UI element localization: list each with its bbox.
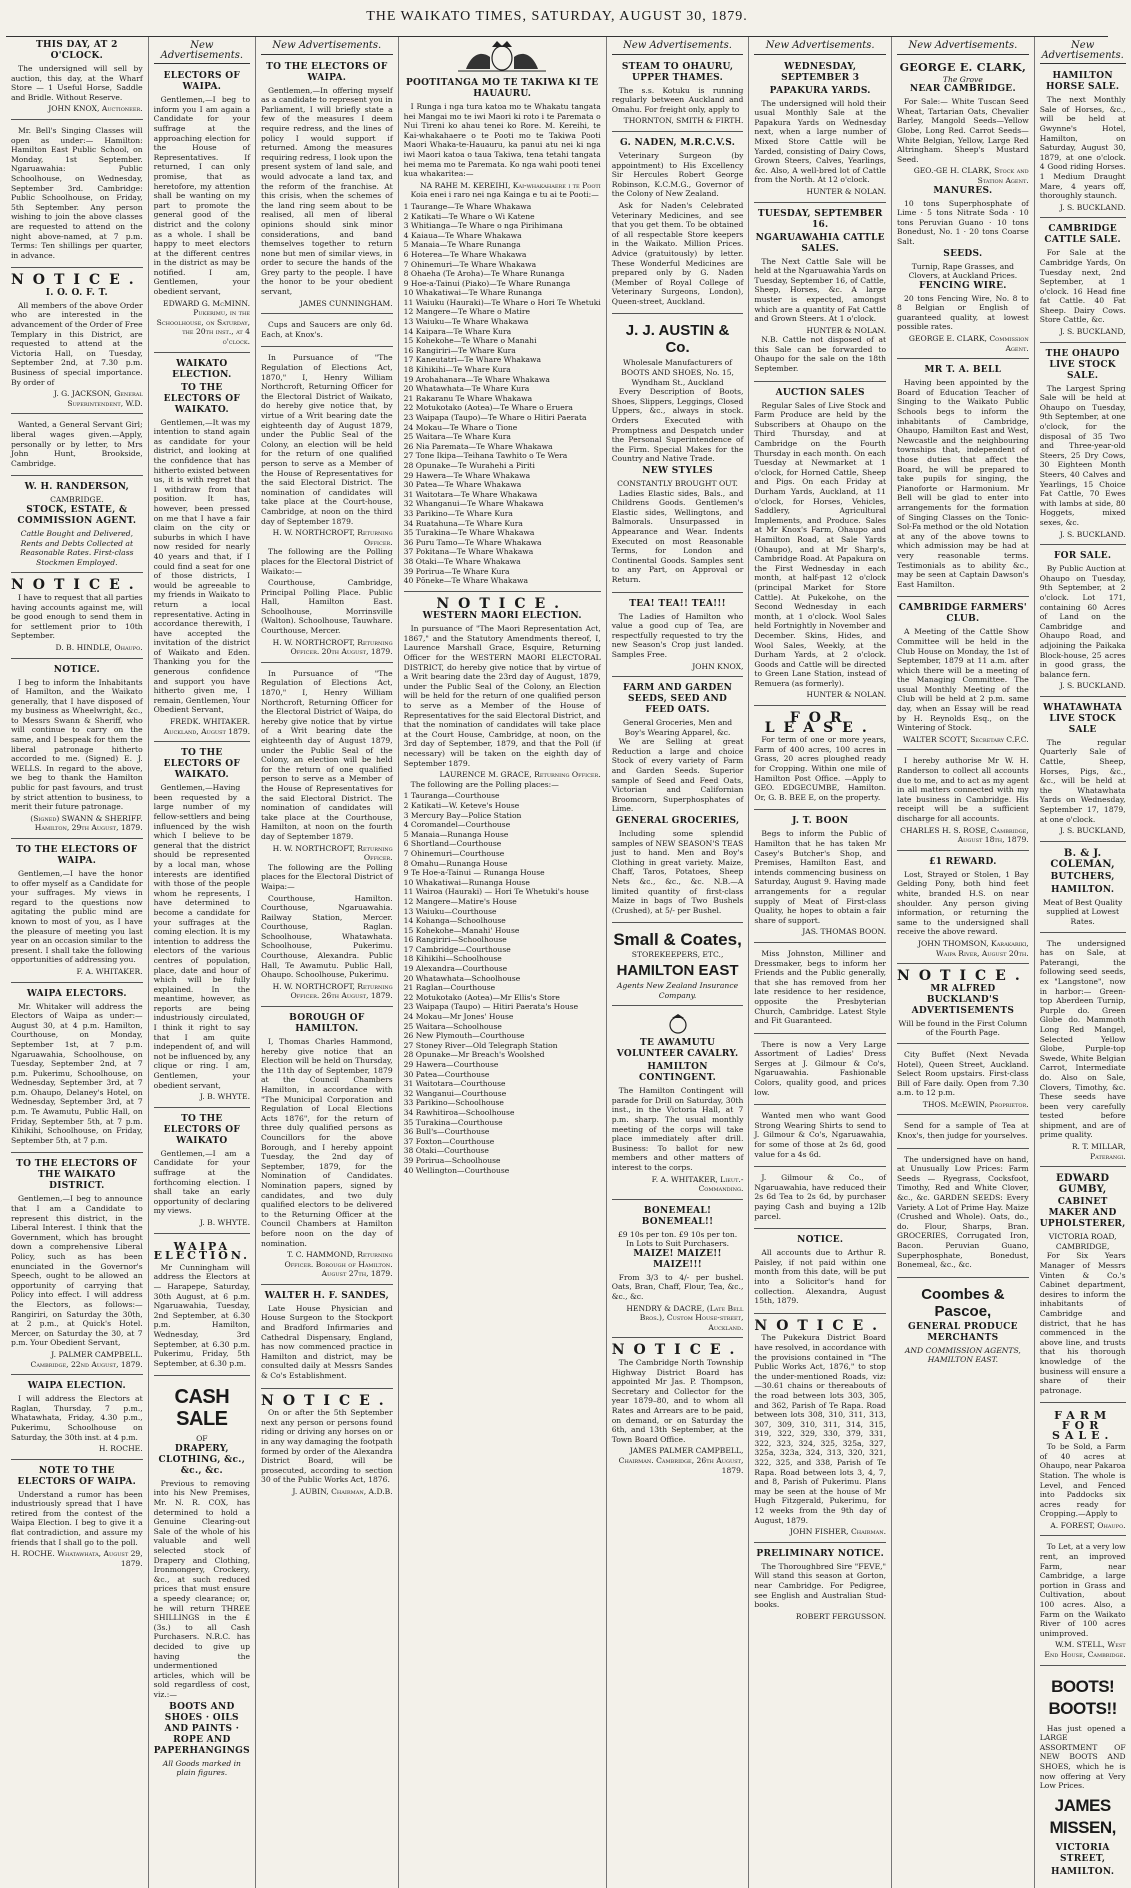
column-8: New Advertisements. HAMILTON HORSE SALE. The next Monthly Sale of Horses, &c., will be held at Gwynne's Hotel, Hamilton, on Saturday, August 30, 1879, at one o'clock. 4 Good riding Horses. 1 Medium Draught Mare, 4 years off, thoroughly staunch. J. S. BUCKLAND. CAMBRIDGE CATTLE SALE. For Sale at the Cambridge Yards, On Tuesday next, 2nd September, at 1 o'clock. 16 Head fine fat Cattle. 40 Fat Sheep. Dairy Cows. Store Cattle, &c. J. S. BUCKLAND, THE OHAUPO LIVE STOCK SALE. The Largest Spring Sale will be held at Ohaupo on Tuesday, 9th September, at one o'clock, for the disposal of 35 Two and Three-year-old Steers, 25 Dry Cows, 30 Eighteen Month Steers, 40 Calves and Yearlings, 15 Choice Fat Cattle, 70 Ewes with lambs at side, 80 Hoggets, mixed sexes, &c. J. S. BUCKLAND. FOR SALE. By Public Auction at Ohaupo on Tuesday, 9th September, at 2 o'clock. Lot 171, containing 60 Acres of Land on the Cambridge and Ohaupo Road, and adjoining the Paikaka Block-house, 25 acres in good grass, the balance fern. J. S. BUCKLAND. WHATAWHATA LIVE STOCK SALE The regular Quarterly Sale of Cattle, Sheep, Horses, Pigs, &c., &c., will be held at the Whatawhata Yards on Wednesday, September 17, 1879, at one o'clock. J. S. BUCKLAND, B. & J. COLEMAN, BUTCHERS, HAMILTON. Meat of Best Quality supplied at Lowest Rates. The undersigned has on Sale, at Paterangi, the following seed seeds, ex "Langstone", now in harbor:— Green-top Aberdeen Turnip, Purple do. Green Globe do. Mammoth Long Red Mangel, Selected Yellow Globe, Purple-top Swede, White Belgian Carrot, Intermediate do. Also on Sale, Clovers, Timothy, &c. These seeds have been very carefully tested before shipment, and are of prime quality. R. T. MILLAR, Paterangi. EDWARD GUMBY, CABINET MAKER AND UPHOLSTERER, VICTORIA ROAD, CAMBRIDGE, For Six Years Manager of Messrs Vinten & Co.'s Cabinet department, desires to inform the inhabitants of Cambridge and district, that he has commenced in the above line, and trusts that his thorough knowledge of the business will ensure a share of their patronage. FARM FOR SALE. To be Sold, a Farm of 40 acres at Ohaupo, near Pakaroa Station. The whole is Level, and Fenced into Paddocks six acres ready for Cropping.—Apply to A. FOREST, Ohaupo. To Let, at a very low rent, an improved Farm, near Cambridge, a large portion in Grass and Cultivation, about 100 acres. Also, a Farm on the Waikato River of 100 acres unimproved. W.M. STELL, West End House, Cambridge. BOOTS! BOOTS!! Has just opened a LARGE ASSORTMENT OF NEW BOOTS AND SHOES, which he is now offering at Very Low Prices. JAMES MISSEN, VICTORIA STREET, HAMILTON. (1035, 37, 1131, 1888)
list-item: 38 Otaki—Te Whare Whakawa (403, 556, 521, 566)
whyte-candidacy: TO THE ELECTORS OF WAIKATO Gentlemen,—I am a Candidate for your suffrage at the forthcoming election. I shall take an early opportunity of declaring my views. J. B. WHYTE. (154, 1111, 250, 1234)
list-item: 11 Waiuku (Hauraki)—Te Whare o Hori Te Whetuki (403, 297, 601, 307)
gilmour-ad: J. Gilmour & Co., of Ngaruawahia, have reduced their 2s 6d Tea to 2s 6d, by purchaser paying Cash and buying a 12lb parcel. (754, 1170, 886, 1229)
cambridge-cattle-sale: CAMBRIDGE CATTLE SALE. For Sale at the Cambridge Yards, On Tuesday next, 2nd September, at 1 o'clock. 16 Head fine fat Cattle. 40 Fat Sheep. Dairy Cows. Store Cattle, &c. J. S. BUCKLAND, (1040, 221, 1126, 342)
list-item: 19 Alexandra—Courthouse (403, 964, 508, 974)
list-item: 13 Waiuku—Te Whare Whakawa (403, 317, 529, 327)
small-coates-ad: Small & Coates, STOREKEEPERS, ETC., HAMILTON EAST Agents New Zealand Insurance Company. (612, 926, 744, 1006)
clark-ad: GEORGE E. CLARK, The Grove NEAR CAMBRIDGE. For Sale:— White Tuscan Seed Wheat, Tartarian Oats, Chevalier Barley, Mangold Seeds—Yellow Globe, Long Red. Carrot Seeds— White Belgian, Yellow, Large Red Altringham. Sheep's Mustard Seed. GEO.-GE H. CLARK, Stock and Station Agent. MANURES. 10 tons Superphosphate of Lime · 5 tons Nitrate Soda · 10 tons Peruvian Guano · 10 tons Bonedust, No. 1 · 20 tons Coarse Salt. SEEDS. Turnip, Rape Grasses, and Clovers, at Auckland Prices. FENCING WIRE. 20 tons Fencing Wire, No. 8 to 8 Belgian or English of guaranteed quality, at lowest possible rates. GEORGE E. CLARK, Commission Agent. (897, 59, 1029, 360)
auction-signature: JOHN KNOX, Auctioneer. (48, 104, 143, 114)
coombes-ad: Coombes & Pascoe, GENERAL PRODUCE MERCHANTS AND COMMISSION AGENTS, HAMILTON EAST. (897, 1281, 1029, 1370)
list-item: 10 Whakatiwai—Runanga House (403, 877, 530, 887)
list-item: 21 Raglan—Courthouse (403, 983, 496, 993)
list-item: 39 Porirua—Schoolhouse (403, 1155, 501, 1165)
cash-sale-heading: CASH SALE (174, 1386, 230, 1431)
list-item: 23 Waipapa (Taupo) — Hitiri Paerata's House (403, 1002, 579, 1012)
list-item: 34 Rawhitiroa—Schoolhouse (403, 1107, 515, 1117)
list-item: 38 Otaki—Courthouse (403, 1146, 489, 1156)
list-item: 36 Bull's—Courthouse (403, 1127, 490, 1137)
list-item: 36 Puru Tamo—Te Whare Whakawa (403, 537, 542, 547)
auction-sales: AUCTION SALES Regular Sales of Live Stock and Farm Produce are held by the Subscribers at Ohaupo on the Third Thursday, and at Cambridge on the Fourth Thursday in each month. On each Tuesday at Newmarket at 1 o'clock, for Horned Cattle, Sheep and Pigs. On each Friday at Durham Yards, Auckland, at 11 o'clock, for Horses, Vehicles, Saddlery, Agricultural Implements, and Produce. Sales at Mr Knox's Farm, Ohaupo and Hamilton Road, at Sale Yards (Ohaupo), and at Mr Sharp's, Cambridge Road. At Papakura on the First Wednesday in each month, at half-past 12 o'clock (principal Market for Store Cattle). At Pukekohe, on the Second Wednesday in each month, at 1 o'clock. Wool Sales held Fortnightly in November and December. Skins, Hides, and Wool Sales, Weekly, at the Durham Yards, at 2 o'clock. Goods and Cattle will be directed to Green Lane Station, instead of Remuera (as formerly). HUNTER & NOLAN. (754, 385, 886, 706)
list-item: 14 Kohanga—Schoolhouse (403, 916, 506, 926)
list-item: 35 Turakina—Courthouse (403, 1117, 503, 1127)
cavalry-crest-icon (648, 1014, 708, 1036)
list-item: 13 Waiuku—Courthouse (403, 906, 497, 916)
coombes-heading: Coombes & Pascoe, (921, 1285, 1005, 1320)
list-item: 4 Coromandel—Courthouse (403, 820, 511, 830)
auction-ad (11, 37, 143, 120)
land-sale: FOR SALE. By Public Auction at Ohaupo on Tuesday, 9th September, at 2 o'clock. Lot 171, containing 60 Acres of Land on the Cambridge and Ohaupo Road, and adjoining the Paikaka Block-house, 25 acres in good grass, the balance fern. J. S. BUCKLAND. (1040, 548, 1126, 697)
stud-notice: PRELIMINARY NOTICE. The Thoroughbred Sire "FEVE," Will stand this season at Gorton, near Cambridge. For Pedigree, see English and Australian Stud-books. ROBERT FERGUSSON. (754, 1548, 887, 1621)
cunningham-address: TO THE ELECTORS OF WAIPA. Gentlemen,—In offering myself as a candidate to represent you in Parliament, I will briefly state a few of the measures I deem require redress, and the lines of policy I would support if returned. Among the measures requiring redress, I look upon the present system of land sale, and would advocate a land tax, and the reform of the franchise. At this crisis, when the schemes of the land ring seem about to be realised, all men of liberal opinions should sink minor considerations, and band themselves together to return none but men of similar views, in order to secure the hands of the Grey party to the people. I have the honor to be your obedient servant, JAMES CUNNINGHAM. (261, 59, 393, 315)
missen-heading: JAMES MISSEN, (1049, 1795, 1116, 1837)
list-item: 14 Kaipara—Te Whare Kura (403, 326, 512, 336)
borough-notice: BOROUGH OF HAMILTON. I, Thomas Charles Hammond, hereby give notice that an Election will be held on Thursday, the 11th day of September, 1879 at the Council Chambers Hamilton, in accordance with "The Municipal Corporation and Regulation of Local Elections Acts 1876", for the return of three duly qualified persons as Councillors for the above Borough, and I hereby appoint Tuesday, the 2nd day of September, 1879, for the Nomination of Candidates. Nomination papers, signed by candidates, and two duly qualified electors to be delivered to the Returning Officer at the Council Chambers at Hamilton before noon on the day of nomination. T. C. HAMMOND, Returning Officer. Borough of Hamilton. August 27th, 1879. (261, 1010, 393, 1285)
milliner-ad: Miss Johnston, Milliner and Dressmaker, begs to inform her Friends and the Public generally, that she has removed from her late residence to her residence, opposite the Presbyterian Church, Cambridge. Latest Style and Fit Guaranteed. (754, 946, 886, 1034)
randerson-ad: W. H. RANDERSON, CAMBRIDGE. STOCK, ESTATE, & COMMISSION AGENT. Cattle Bought and Delivered, Rents and Debts Collected at Reasonable Rates. First-class Stockmen Employed. (11, 479, 143, 573)
list-item: 37 Pokitana—Te Whare Whakawa (403, 547, 534, 557)
shirts-ad: Wanted men who want Good Strong Wearing Shirts to send to J. Gilmour & Co's, Ngaruawahia, for some of those at 2s 6d, good value for a 4s 6d. (754, 1108, 886, 1167)
list-item: 26 New Plymouth—Courthouse (403, 1031, 525, 1041)
waipa-writ-notice: In Pursuance of "The Regulation of Elections Act, 1870," I, Henry William Northcroft, Returning Officer for the Electoral District of Waipa, do hereby give notice that by virtue of a Writ bearing date the eighteenth day of August 1879, under the Public Seal of the Colony, an election will be held for the return of one qualified person to serve as a Member of the House of Representatives for the said Electoral District. The nomination of candidates will take place at the Courthouse, Hamilton, at noon on the fourth day of September 1879. H. W. NORTHCROFT, Returning Officer. The following are the Polling places for the Electoral District of Waipa:— Courthouse, Hamilton. Courthouse, Ngaruawahia. Railway Station, Mercer. Courthouse, Raglan. Schoolhouse, Whatawhata. Schoolhouse, Pukerimu. Courthouse, Alexandra. Public Hall, Te Awamutu. Public Hall, Ohaupo. Schoolhouse, Pukerimu. H. W. NORTHCROFT, Returning Officer. 26th August, 1879. (261, 666, 393, 1007)
list-item: 40 Wellington—Courthouse (403, 1165, 510, 1175)
paisley-notice: NOTICE. All accounts due to Arthur R. Paisley, if not paid within one month from this date, will be put into a Solicitor's hand for collection. Alexandra, August 15th, 1879. (754, 1232, 886, 1314)
papakura-sale: WEDNESDAY, SEPTEMBER 3 PAPAKURA YARDS. The undersigned will hold their usual Monthly Sale at the Papakura Yards on Wednesday next, when a large number of Mixed Store Cattle will be Yarded, consisting of Dairy Cows, Grown Steers, Calves, Yearlings, &c. Also, A well-bred lot of Cattle from the North. At 12 o'clock. HUNTER & NOLAN. (754, 59, 886, 203)
list-item: 34 Ruatahuna—Te Whare Kura (403, 518, 523, 528)
list-item: 18 Kihikihi—Schoolhouse (403, 954, 502, 964)
list-item: 26 Nia Paremata—Te Whare Whakawa (403, 441, 553, 451)
list-item: 28 Opunake—Mr Breach's Woolshed (403, 1050, 545, 1060)
wanted-ad: Wanted, a General Servant Girl; liberal wages given.—Apply, personally or by letter, to Mrs John Hunt, Brookside, Cambridge. (11, 417, 143, 476)
coleman-ad: B. & J. COLEMAN, BUTCHERS, HAMILTON. Meat of Best Quality supplied at Lowest Rates. (1040, 845, 1126, 933)
list-item: 24 Mokau—Mr Jones' House (403, 1012, 514, 1022)
list-item: 17 Cambridge—Courthouse (403, 944, 511, 954)
cavalry-notice: TE AWAMUTU VOLUNTEER CAVALRY. HAMILTON CONTINGENT. The Hamilton Contingent will parade for Drill on Saturday, 30th inst., in the Victoria Hall, at 7 p.m. sharp. The usual monthly meeting of the corps will take place immediately after drill. Business: To ballot for new members and other matters of interest to the corps. F. A. WHITAKER, Lieut.-Commanding. (612, 1009, 744, 1200)
list-item: 23 Waipapa (Taupo)—Te Whare o Hitiri Paerata (403, 413, 587, 422)
list-item: 27 Stoney River—Old Telegraph Station (403, 1040, 558, 1050)
list-item: 7 Ohinemuri—Courthouse (403, 848, 505, 858)
column-3: New Advertisements. TO THE ELECTORS OF WAIPA. Gentlemen,—In offering myself as a candidate to represent you in Parliament, I will briefly state a few of the measures I deem require redress, and the lines of policy I would support if returned. Among the measures requiring redress, I look upon the present system of land sale, and would advocate a land tax, and the reform of the franchise. At this crisis, when the schemes of the land ring seem about to be realised, all men of liberal opinions should sink minor considerations, and band themselves together to return none but men of similar views, in order to secure the hands of the Grey party to the people. I have the honor to be your obedient servant, JAMES CUNNINGHAM. Cups and Saucers are only 6d. Each, at Knox's. In Pursuance of "The Regulation of Elections Act, 1870," I, Henry William Northcroft, Returning Officer for the Electoral District of Waikato, do hereby give notice that, by virtue of a Writ bearing date the eighteenth day of August 1879, under the Public Seal of the Colony, an election will be held for the return of one qualified person to serve as a Member of the House of Representatives for the said Electoral District. The nomination of candidates will take place at the Court-house, Cambridge, at noon on the third day of September 1879. H. W. NORTHCROFT, Returning Officer. The following are the Polling places for the Electoral District of Waikato:— Courthouse, Cambridge, Principal Polling Place. Public Hall, Hamilton East. Schoolhouse, Morrinsville (Walton). Schoolhouse, Tauwhare. Courthouse, Mercer. H. W. NORTHCROFT, Returning Officer. 20th August, 1879. In Pursuance of "The Regulation of Elections Act, 1870," I, Henry William Northcroft, Returning Officer for the Electoral District of Waipa, do hereby give notice that by virtue of a Writ bearing date the eighteenth day of August 1879, under the Public Seal of the Colony, an election will be held for the return of one qualified person to serve as a Member of the House of Representatives for the said Electoral District. The nomination of candidates will take place at the Courthouse, Hamilton, at noon on the fourth day of September 1879. H. W. NORTHCROFT, Returning Officer. The following are the Polling places for the Electoral District of Waipa:— Courthouse, Hamilton. Courthouse, Ngaruawahia. Railway Station, Mercer. Courthouse, Raglan. Schoolhouse, Whatawhata. Schoolhouse, Pukerimu. Courthouse, Alexandra. Public Hall, Te Awamutu. Public Hall, Ohaupo. Schoolhouse, Pukerimu. H. W. NORTHCROFT, Returning Officer. 26th August, 1879. BOROUGH OF HAMILTON. I, Thomas Charles Hammond, hereby give notice that an Election will be held on Thursday, the 11th day of September, 1879 at the Council Chambers Hamilton, in accordance with "The Municipal Corporation and Regulation of Local Elections Acts 1876", for the return of three duly qualified persons as Councillors for the above Borough, and I hereby appoint Tuesday, the 2nd day of September, 1879, for the Nomination of Candidates. Nomination papers, signed by candidates, and two duly qualified electors to be delivered to the Returning Officer at the Council Chambers at Hamilton before noon on the day of nomination. T. C. HAMMOND, Returning Officer. Borough of Hamilton. August 27th, 1879. WALTER H. F. SANDES, Late House Physician and House Surgeon to the Stockport and Bradford Infirmaries and Cathedral Dispensary, England, has now commenced practice in Hamilton and district, may be consulted daily at Messrs Sandes & Co's Establishment. NOTICE. On or after the 5th September next any person or persons found riding or driving any horses on or in any way damaging the footpath formed by order of the Alexandra District Board, will be prosecuted, according to section 30 of the Public Works Act, 1876. J. AUBIN, Chairman, A.D.B. (256, 37, 399, 1888)
millar-seeds-ad: The undersigned has on Sale, at Paterangi, the following seed seeds, ex "Langstone", now in harbor:— Green-top Aberdeen Turnip, Purple do. Green Globe do. Mammoth Long Red Mangel, Selected Yellow Globe, Purple-top Swede, White Belgian Carrot, Intermediate do. Also on Sale, Clovers, Timothy, &c. These seeds have been very carefully tested before shipment, and are of prime quality. R. T. MILLAR, Paterangi. (1040, 936, 1126, 1168)
gumby-ad: EDWARD GUMBY, CABINET MAKER AND UPHOLSTERER, VICTORIA ROAD, CAMBRIDGE, For Six Years Manager of Messrs Vinten & Co.'s Cabinet department, desires to inform the inhabitants of Cambridge and district, that he has commenced in the above line, and trusts that his thorough knowledge of the business will ensure a share of their patronage. (1040, 1170, 1126, 1403)
list-item: 20 Whatawhata—Schoolhouse (403, 973, 521, 983)
farm-sale-ad: FARM FOR SALE. To be Sold, a Farm of 40 acres at Ohaupo, near Pakaroa Station. The whole is Level, and Fenced into Paddocks six acres ready for Cropping.—Apply to A. FOREST, Ohaupo. (1040, 1406, 1126, 1536)
whatawhata-sale: WHATAWHATA LIVE STOCK SALE The regular Quarterly Sale of Cattle, Sheep, Horses, Pigs, &c., &c., will be held at the Whatawhata Yards on Wednesday, September 17, 1879, at one o'clock. J. S. BUCKLAND, (1040, 700, 1126, 842)
list-item: 25 Waitara—Schoolhouse (403, 1021, 502, 1031)
maori-election-notice: POOTITANGA MO TE TAKIWA KI TE HAUAURU. I Runga i nga tura katoa mo te Whakatu tangata hei Mangai mo te iwi Maori ki roto i te Paremata o Nui Tireni ko ahau tenei ko Rore. M. Kereihi, te Kai-whakahaere o te Pooti mo te Takiwa Pooti Maori Whaka-te-Hauauru, ka panui atu nei ki nga iwi Maori katoa o taua Takiwa, tena tetahi tangata hei mema mo te Paremata. Ko nga wahi pooti tenei kua whakaritea:— NA RAHE M. KEREIHI, Kai-whakahaere i te Pooti Koia enei i raro nei nga Kainga e tu ai te Pooti:— 1 Taurange—Te Whare Whakawa 2 Katikati—Te Whare o Wi Katene 3 Whitianga—Te Whare o nga Pirihimana 4 Kaiaua—Te Whare Whakawa 5 Manaia—Te Whare Runanga 6 Hoterea—Te Whare Whakawa 7 Ohinemuri—Te Whare Whakawa 8 Ohaeha (Te Aroha)—Te Whare Runanga 9 Hoe-a-Tainui (Piako)—Te Whare Runanga 10 Whakatiwai—Te Whare Runanga 11 Waiuku (Hauraki)—Te Whare o Hori Te Whetuki 12 Mangere—Te Whare o Matire 13 Waiuku—Te Whare Whakawa 14 Kaipara—Te Whare Kura 15 Kohekohe—Te Whare o Manahi 16 Rangiriri—Te Whare Kura 17 Kaneutatri—Te Whare Whakawa 18 Kihikihi—Te Whare Kura 19 Arohahanara—Te Whare Whakawa 20 Whatawhata—Te Whare Kura 21 Rakaranu Te Whare Whakawa 22 Motukotako (Aotea)—Te Whare o Eruera 23 Waipapa (Taupo)—Te Whare o Hitiri Paerata 24 Mokau—Te Whare o Tione 25 Waitara—Te Whare Kura 26 Nia Paremata—Te Whare Whakawa 27 Tone Ikipa—Teihana Tawhito o Te Wera 28 Opunake—Te Wurahehi a Piriti 29 Hawera—Te Whare Whakawa 30 Patea—Te Whare Whakawa 31 Waitotara—Te Whare Whakawa 32 Whanganui—Te Whare Whakawa 33 Parikino—Te Whare Kura 34 Ruatahuna—Te Whare Kura 35 Turakina—Te Whare Whakawa 36 Puru Tamo—Te Whare Whakawa 37 Pokitana—Te Whare Whakawa 38 Otaki—Te Whare Whakawa 39 Porirua—Te Whare Kura 40 Pōneke—Te Whare Whakawa (404, 75, 601, 592)
list-item: 22 Motukotako (Aotea)—Mr Ellis's Store (403, 992, 560, 1002)
western-polling-list (404, 791, 601, 1175)
list-item: 39 Porirua—Te Whare Kura (403, 566, 510, 576)
list-item: 31 Waitotara—Courthouse (403, 1079, 506, 1089)
column-7: New Advertisements. GEORGE E. CLARK, The Grove NEAR CAMBRIDGE. For Sale:— White Tuscan Seed Wheat, Tartarian Oats, Chevalier Barley, Mangold Seeds—Yellow Globe, Long Red. Carrot Seeds— White Belgian, Yellow, Large Red Altringham. Sheep's Mustard Seed. GEO.-GE H. CLARK, Stock and Station Agent. MANURES. 10 tons Superphosphate of Lime · 5 tons Nitrate Soda · 10 tons Peruvian Guano · 10 tons Bonedust, No. 1 · 20 tons Coarse Salt. SEEDS. Turnip, Rape Grasses, and Clovers, at Auckland Prices. FENCING WIRE. 20 tons Fencing Wire, No. 8 to 8 Belgian or English of guaranteed quality, at lowest possible rates. GEORGE E. CLARK, Commission Agent. MR T. A. BELL Having been appointed by the Board of Education Teacher of Singing to the Waikato Public Schools begs to inform the inhabitants of Cambridge, Ohaupo, Hamilton East and West, Newcastle and the neighbouring townships that, independent of those duties that affect the Board, he will be prepared to take pupils for singing, the Pianoforte or Harmonium. Mr Bell will be glad to enter into arrangements for the formation of Singing Classes on the Tonic-Sol-Fa method or the old Notation at any of the above towns to which admission may be had at very reasonable terms. Testimonials as to ability &c., may be seen at Captain Dawson's East Hamilton. CAMBRIDGE FARMERS' CLUB. A Meeting of the Cattle Show Committee will be held in the Club House on Monday, the 1st of September, 1879 at 11 a.m. after which there will be a meeting of the Managing Committee. The usual Monthly Meeting of the Club will be held at 2 p.m. same day, when an Essay will be read by H. Reynolds Esq., on the Wintering of Stock. WALTER SCOTT, Secretary C.F.C. I hereby authorise Mr W. H. Randerson to collect all accounts due to me, and to act as my agent in all matters connected with my late business in Cambridge. His receipt will be a sufficient discharge for all accounts. CHARLES H. S. ROSE, Cambridge, August 18th, 1879. £1 REWARD. Lost, Strayed or Stolen, 1 Bay Gelding Pony, both hind feet white, branded H.S. on near shoulder. Any person giving information, or returning the same to the undersigned shall receive the above reward. JOHN THOMSON, Karakariki, Waipa River, August 20th. NOTICE. MR ALFRED BUCKLAND'S ADVERTISEMENTS Will be found in the First Column of the Fourth Page. City Buffet (Next Nevada Hotel), Queen Street, Auckland. Select Room upstairs. First-class Bill of Fare daily. Open from 7.30 a.m. to 12 p.m. THOS. McEWIN, Proprietor. Send for a sample of Tea at Knox's, then judge for yourselves. The undersigned have on hand, at Unusually Low Prices: Farm Seeds — Ryegrass, Cocksfoot, Timothy, Red and White Clover, &c., &c. GARDEN SEEDS: Every Variety. A Lot of Prime Hay. Maize (Crushed and Whole). Oats, do., do. Flour, Sharps, Bran. GROCERIES, Corrugated Iron, Bacon. Peruvian Guano, Superphosphate, Bonedust, Bonemeal, &c., &c. Coombes & Pascoe, GENERAL PRODUCE MERCHANTS AND COMMISSION AGENTS, HAMILTON EAST. (892, 37, 1035, 1888)
list-item: 4 Kaiaua—Te Whare Whakawa (403, 230, 522, 240)
list-item: 30 Patea—Courthouse (403, 1069, 490, 1079)
list-item: 12 Mangere—Te Whare o Matire (403, 307, 531, 317)
list-item: 21 Rakaranu Te Whare Whakawa (403, 393, 533, 403)
austin-ad: J. J. AUSTIN & Co. Wholesale Manufacturers of BOOTS AND SHOES, No. 15, Wyndham St., Auckland Every Description of Boots, Shoes, Slippers, Leggings, Closed Uppers, &c., always in stock. Orders Executed with Promptness and Despatch under the Personal Superintendence of the Firm. Special Makes for the Country and Native Trade. NEW STYLES CONSTANTLY BROUGHT OUT. Ladies Elastic sides, Bals., and Childrens Goods. Gentlemen's Elastic sides, Wellingtons, and Balmorals. Unsurpassed in Appearance and Wear. Indents Executed on most Reasonable Terms, for London and Continental Goods. Samples sent to any Part, on Approval or Return. (612, 317, 744, 592)
column-heading: New Advertisements. (154, 37, 250, 64)
column-1 (6, 37, 149, 1888)
buckland-notice: NOTICE. MR ALFRED BUCKLAND'S ADVERTISEMENTS Will be found in the First Column of the Fourth Page. (897, 967, 1029, 1044)
whyte-address: TO THE ELECTORS OF WAIKATO. Gentlemen,—Having been requested by a large number of my fellow-settlers and being influenced by the wish which I believe to be general that the district should be represented by a local man, whose interests are identified with those of the people whom he represents, I have determined to become a candidate for your suffrages at the coming election. It is my intention to address the electors of the various centres of population, place, date and hour of which will be fully explained. In the meantime, however, as reports are being industriously circulated, I think it right to say that I am quite independent of, and will not be influenced by, any clique or ring. I am, Gentlemen, your obedient servant, J. B. WHYTE. (154, 745, 250, 1108)
list-item: 22 Motukotako (Aotea)—Te Whare o Eruera (403, 403, 573, 413)
list-item: 19 Arohahanara—Te Whare Whakawa (403, 374, 550, 384)
cash-sale-ad: CASH SALE OF DRAPERY, CLOTHING, &c., &c., &c. Previous to removing into his New Premises, Mr. N. R. COX, has determined to hold a Genuine Clearing-out Sale of the whole of his valuable and well selected stock of Drapery and Clothing, Ironmongery, Crockery, &c., at such reduced prices that must ensure a speedy clearance; or, he will return THREE SHILLINGS in the £ (3s.) to all Cash Purchasers. N.R.C. has decided to give up having the undermentioned articles, which will be sold regardless of cost, viz.:— BOOTS AND SHOES · OILS AND PAINTS · ROPE AND PAPERHANGINGS All Goods marked in plain figures. (153, 1386, 251, 1778)
seeds-ad: FARM AND GARDEN SEEDS, SEED AND FEED OATS. General Groceries, Men and Boy's Wearing Apparel, &c. We are Selling at great Reduction a large and choice Stock of every variety of Farm and Garden Seeds. Superior sample of Seed and Feed Oats, Victorian and Californian Broomcorn, Superphosphates of Lime. GENERAL GROCERIES, Including some splendid samples of NEW SEASON'S TEAS just to hand. Men and Boy's Clothing in great variety. Maize, Chaff, Taros, Potatoes, Sheep Nets &c., &c., &c. N.B.—A limited quantity of first-class Maize in bags of Two Bushels (Crushed), at 5/- per Bushel. (612, 680, 744, 923)
royal-crest-icon (454, 39, 550, 73)
ohaupo-sale: THE OHAUPO LIVE STOCK SALE. The Largest Spring Sale will be held at Ohaupo on Tuesday, 9th September, at one o'clock, for the disposal of 35 Two and Three-year-old Steers, 25 Dry Cows, 30 Eighteen Month Steers, 40 Calves and Yearlings, 15 Choice Fat Cattle, 70 Ewes with lambs at side, 80 Hoggets, mixed sexes, &c. J. S. BUCKLAND. (1040, 346, 1126, 546)
newspaper-page (6, 36, 1126, 1877)
notice-heading: NOTICE. (11, 272, 143, 289)
list-item: 11 Wairoa (Hauraki) — Hori Te Whetuki's house (403, 887, 589, 897)
list-item: 32 Whanganui—Te Whare Whakawa (403, 499, 544, 509)
masthead (0, 0, 1114, 34)
list-item: 28 Opunake—Te Wurahehi a Piriti (403, 460, 535, 470)
campbell-address: TO THE ELECTORS OF THE WAIKATO DISTRICT. Gentlemen,—I beg to announce that I am a Candidate to represent this district, in the Liberal Interest. I think that the Government, which has brought down a comprehensive Liberal Policy, such as has been enunciated in the Governor's Speech, ought to be allowed an opportunity of carrying that Policy into effect. I will address the Electors, as follows:— Rangiriri, on Saturday the 30th, at 2 p.m., at Quick's Hotel. Mercer, on Saturday the 30, at 7 p.m. Your Obedient Servant, J. PALMER CAMPBELL. Cambridge, 22nd August, 1879. (11, 1156, 143, 1375)
highway-notice: NOTICE. The Cambridge North Township Highway District Board has appointed Mr Jas. P. Thompson, Secretary and Collector for the year 1879–80, and to whom all Rates and Arrears are to be paid, on demand, or on Saturday the 6th, and 13th September, at the Town Board Office. JAMES PALMER CAMPBELL, Chairman. Cambridge, 26th August, 1879. (611, 1342, 744, 1475)
list-item: 5 Manaia—Runanga House (403, 829, 509, 839)
list-item: 33 Parikino—Schoolhouse (403, 1098, 504, 1108)
list-item: 40 Pōneke—Te Whare Whakawa (403, 576, 529, 586)
list-item: 31 Waitotara—Te Whare Whakawa (403, 489, 538, 499)
authorisation-ad: I hereby authorise Mr W. H. Randerson to collect all accounts due to me, and to act as my agent in all matters connected with my late business in Cambridge. His receipt will be a sufficient discharge for all accounts. CHARLES H. S. ROSE, Cambridge, August 18th, 1879. (897, 753, 1029, 850)
list-item: 29 Hawera—Te Whare Whakawa (403, 470, 531, 480)
list-item: 8 Ohaeha (Te Aroha)—Te Whare Runanga (403, 269, 565, 279)
column-2 (149, 37, 256, 1888)
waikato-writ-notice: In Pursuance of "The Regulation of Elections Act, 1870," I, Henry William Northcroft, Returning Officer for the Electoral District of Waikato, do hereby give notice that, by virtue of a Writ bearing date the eighteenth day of August 1879, under the Public Seal of the Colony, an election will be held for the return of one qualified person to serve as a Member of the House of Representatives for the said Electoral District. The nomination of candidates will take place at the Court-house, Cambridge, at noon on the third day of September 1879. H. W. NORTHCROFT, Returning Officer. The following are the Polling places for the Electoral District of Waikato:— Courthouse, Cambridge, Principal Polling Place. Public Hall, Hamilton East. Schoolhouse, Morrinsville (Walton). Schoolhouse, Tauwhare. Courthouse, Mercer. H. W. NORTHCROFT, Returning Officer. 20th August, 1879. (261, 350, 393, 662)
alexandra-notice: NOTICE. On or after the 5th September next any person or persons found riding or driving any horses on or in any way damaging the footpath formed by order of the Alexandra District Board, will be prosecuted, according to section 30 of the Public Works Act, 1876. J. AUBIN, Chairman, A.D.B. (261, 1392, 393, 1496)
list-item: 9 Hoe-a-Tainui (Piako)—Te Whare Runanga (403, 278, 571, 288)
list-item: 16 Rangiriri—Te Whare Kura (403, 345, 516, 355)
cunningham-meetings: WAIPA ELECTION. Mr Cunningham will address the Electors at — Harapepe, Saturday, 30th August, at 6 p.m. Ngaruawahia, Tuesday, 2nd September, at 6.30 p.m. Hamilton, Wednesday, 3rd September, at 6.30 p.m. Pukerimu, Friday, 5th September, at 6.30 p.m. (154, 1237, 250, 1377)
list-item: 25 Waitara—Te Whare Kura (403, 432, 511, 442)
roche-note: NOTE TO THE ELECTORS OF WAIPA. Understand a rumor has been industriously spread that I have retired from the contest of the Waipa Election. I beg to give it a flat contradiction, and assure my friends that I shall go to the poll. H. ROCHE. Whatawhata, August 29, 1879. (11, 1465, 143, 1568)
serges-ad: There is now a Very Large Assortment of Ladies' Dress Serges at J. Gilmour & Co's, Ngaruawahia. Fashionable Colors, quality good, and prices low. (754, 1037, 886, 1106)
missen-ad: BOOTS! BOOTS!! Has just opened a LARGE ASSORTMENT OF NEW BOOTS AND SHOES, which he is now offering at Very Low Prices. JAMES MISSEN, VICTORIA STREET, HAMILTON. (1039, 1676, 1126, 1877)
mcminn-address: ELECTORS OF WAIPA. Gentlemen,—I beg to inform you I am again a Candidate for your suffrage at the approaching election for the House of Representatives. If returned, I can only promise, that as heretofore, my attention shall be wanting on my part to promote the general good of the district and the colony as a whole. I shall be happy to meet electors at the different centres in the district as may be notified. I am, Gentlemen, your obedient servant, EDWARD G. McMINN. Pukerimu, in the Schoolhouse, on Saturday, the 20th inst., at 4 o'clock. (154, 68, 250, 352)
sandes-ad: WALTER H. F. SANDES, Late House Physician and House Surgeon to the Stockport and Bradford Infirmaries and Cathedral Dispensary, England, has now commenced practice in Hamilton and district, may be consulted daily at Messrs Sandes & Co's Establishment. (261, 1288, 393, 1389)
list-item: 20 Whatawhata—Te Whare Kura (403, 384, 530, 394)
reward-ad: £1 REWARD. Lost, Strayed or Stolen, 1 Bay Gelding Pony, both hind feet white, branded H.S. on near shoulder. Any person giving information, or returning the same to the undersigned shall receive the above reward. JOHN THOMSON, Karakariki, Waipa River, August 20th. (897, 854, 1029, 964)
cups-ad: Cups and Saucers are only 6d. Each, at Knox's. (261, 317, 393, 347)
western-maori-notice: NOTICE. WESTERN MAORI ELECTION. In pursuance of "The Maori Representation Act, 1867," and the Statutory Amendments thereof, I, Laurence Marshall Grace, Esquire, Returning Officer for the WESTERN MAORI ELECTORAL DISTRICT, do hereby give notice that by virtue of a Writ bearing date the 23rd day of August, 1879, under the Public Seal of the Colony, an Election will be held for the return of one qualified person to serve as a Member of the House of Representatives for the said Electoral District, and that the nomination of candidates will take place at the Court House, Cambridge, at noon, on the 3rd day of September, 1879, and that the Poll (if necessary) will be taken on the eighth day of September 1879. LAURENCE M. GRACE, Returning Officer. The following are the Polling places:— 1 Tauranga—Courthouse 2 Katikati—W. Keteve's House 3 Mercury Bay—Police Station 4 Coromandel—Courthouse 5 Manaia—Runanga House 6 Shortland—Courthouse 7 Ohinemuri—Courthouse 8 Omahu—Runanga House 9 Te Hoe-a-Tainui — Runanga House 10 Whakatiwai—Runanga House 11 Wairoa (Hauraki) — Hori Te Whetuki's house 12 Mangere—Matire's House 13 Waiuku—Courthouse 14 Kohanga—Schoolhouse 15 Kohekohe—Manahi' House 16 Rangiriri—Schoolhouse 17 Cambridge—Courthouse 18 Kihikihi—Schoolhouse 19 Alexandra—Courthouse 20 Whatawhata—Schoolhouse 21 Raglan—Courthouse 22 Motukotako (Aotea)—Mr Ellis's Store 23 Waipapa (Taupo) — Hitiri Paerata's House 24 Mokau—Mr Jones' House 25 Waitara—Schoolhouse 26 New Plymouth—Courthouse 27 Stoney River—Old Telegraph Station 28 Opunake—Mr Breach's Woolshed 29 Hawera—Courthouse 30 Patea—Courthouse 31 Waitotara—Courthouse 32 Wanganui—Courthouse 33 Parikino—Schoolhouse 34 Rawhitiroa—Schoolhouse 35 Turakina—Courthouse 36 Bull's—Courthouse 37 Foxton—Courthouse 38 Otaki—Courthouse 39 Porirua—Schoolhouse 40 Wellington—Courthouse (403, 595, 601, 1175)
list-item: 8 Omahu—Runanga House (403, 858, 508, 868)
newspaper-title: THE WAIKATO TIMES, SATURDAY, AUGUST 30, 1879. (366, 9, 748, 24)
city-buffet-ad: City Buffet (Next Nevada Hotel), Queen Street, Auckland. Select Room upstairs. First-class Bill of Fare daily. Open from 7.30 a.m. to 12 p.m. THOS. McEWIN, Proprietor. (897, 1047, 1029, 1116)
boon-ad: J. T. BOON Begs to inform the Public of Hamilton that he has taken Mr Casey's Butcher's Shop, and Premises, Hamilton East, and intends commencing business on Saturday, August 9. Having made arrangements for a regular supply of Meat of First-class Quality, he hopes to obtain a fair share of support. JAS. THOMAS BOON. (754, 813, 886, 943)
list-item: 18 Kihikihi—Te Whare Kura (403, 365, 511, 375)
maori-polling-list (404, 202, 601, 586)
list-item: 15 Kohekohe—Te Whare o Manahi (403, 336, 537, 346)
list-item: 1 Tauranga—Courthouse (403, 791, 500, 801)
small-coates-heading: Small & Coates, (613, 930, 742, 950)
list-item: 9 Te Hoe-a-Tainui — Runanga House (403, 868, 545, 878)
hindle-notice: NOTICE. I have to request that all parties having accounts against me, will be good enough to send them in for settlement prior to 10th September. D. B. HINDLE, Ohaupo. (11, 576, 143, 658)
list-item: 33 Parikino—Te Whare Kura (403, 508, 513, 518)
steam-ad: STEAM TO OHAURU, UPPER THAMES. The s.s. Kotuku is running regularly between Auckland and Omahu. For freight only, apply to THORNTON, SMITH & FIRTH. (612, 59, 744, 132)
list-item: 32 Wanganui—Courthouse (403, 1088, 507, 1098)
list-item: 7 Ohinemuri—Te Whare Whakawa (403, 259, 537, 269)
horse-sale: HAMILTON HORSE SALE. The next Monthly Sale of Horses, &c., will be held at Gwynne's Hotel, Hamilton, on Saturday, August 30, 1879, at one o'clock. 4 Good riding Horses. 1 Medium Draught Mare, 4 years off, thoroughly staunch. J. S. BUCKLAND. (1040, 68, 1126, 218)
iooft-heading: I. O. O. F. T. (45, 287, 108, 298)
tea-ad: TEA! TEA!! TEA!!! The Ladies of Hamilton who value a good cup of Tea, are respectfully requested to try the new Season's Crop just landed. Samples Free. JOHN KNOX, (612, 596, 744, 678)
list-item: 1 Taurange—Te Whare Whakawa (403, 201, 532, 211)
list-item: 30 Patea—Te Whare Whakawa (403, 480, 522, 490)
list-item: 24 Mokau—Te Whare o Tione (403, 422, 518, 432)
bonemeal-ad: BONEMEAL! BONEMEAL!! £9 10s per ton. £9 10s per ton. In Lots to Suit Purchasers. MAIZE! MAIZE!! MAIZE!!! From 3/3 to 4/- per bushel. Oats, Bran, Chaff, Flour, Tea, &c., &c., &c. HENDRY & DACRE, (Late Bell Bros.), Custom House-street, Auckland. (612, 1203, 744, 1339)
list-item: 3 Mercury Bay—Police Station (403, 810, 522, 820)
column-4 (399, 37, 607, 1888)
list-item: 10 Whakatiwai—Te Whare Runanga (403, 288, 543, 298)
whitaker-withdrawal: WAIKATO ELECTION. TO THE ELECTORS OF WAIKATO. Gentlemen,—It was my intention to stand again as candidate for your district, and looking at the confidence that has hitherto existed between us, it is with regret that I withdraw from that position. It has, however, been pressed on me that I have a fair claim on the city or suburbs in which I have now resided for nearly 40 years and that, if I could find a seat for one of those districts, I would be agreeable to my friends in Waikato to return a local representative. Acting in accordance therewith, I have accepted the invitation of the district of Waikato and Eden. Thanking you for the generous confidence and support you have hitherto given me, I remain, Gentlemen, Your Obedient Servant, FREDK. WHITAKER. Auckland, August 1879. (154, 356, 250, 743)
list-item: 6 Shortland—Courthouse (403, 839, 502, 849)
column-5: New Advertisements. STEAM TO OHAURU, UPPER THAMES. The s.s. Kotuku is running regularly between Auckland and Omahu. For freight only, apply to THORNTON, SMITH & FIRTH. G. NADEN, M.R.C.V.S. Veterinary Surgeon (by appointment) to His Excellency Sir Hercules Robert George Robinson, K.C.M.G., Governor of the Colony of New Zealand. Ask for Naden's Celebrated Veterinary Medicines, and see that you get them. To be obtained of all respectable Store keepers in the Waikato. Million Prices. Advice (gratuitously) by letter. These Wonderful Medicines are prepared only by G. Naden (Member of Royal College of Veterinary Surgeons, London), Queen-street, Auckland. J. J. AUSTIN & Co. Wholesale Manufacturers of BOOTS AND SHOES, No. 15, Wyndham St., Auckland Every Description of Boots, Shoes, Slippers, Leggings, Closed Uppers, &c., always in stock. Orders Executed with Promptness and Despatch under the Personal Superintendence of the Firm. Special Makes for the Country and Native Trade. NEW STYLES CONSTANTLY BROUGHT OUT. Ladies Elastic sides, Bals., and Childrens Goods. Gentlemen's Elastic sides, Wellingtons, and Balmorals. Unsurpassed in Appearance and Wear. Indents Executed on most Reasonable Terms, for London and Continental Goods. Samples sent to any Part, on Approval or Return. TEA! TEA!! TEA!!! The Ladies of Hamilton who value a good cup of Tea, are respectfully requested to try the new Season's Crop just landed. Samples Free. JOHN KNOX, FARM AND GARDEN SEEDS, SEED AND FEED OATS. General Groceries, Men and Boy's Wearing Apparel, &c. We are Selling at great Reduction a large and choice Stock of every variety of Farm and Garden Seeds. Superior sample of Seed and Feed Oats, Victorian and Californian Broomcorn, Superphosphates of Lime. GENERAL GROCERIES, Including some splendid samples of NEW SEASON'S TEAS just to hand. Men and Boy's Clothing in great variety. Maize, Chaff, Taros, Potatoes, Sheep Nets &c., &c., &c. N.B.—A limited quantity of first-class Maize in bags of Two Bushels (Crushed), at 5/- per Bushel. Small & Coates, STOREKEEPERS, ETC., HAMILTON EAST Agents New Zealand Insurance Company. TE AWAMUTU VOLUNTEER CAVALRY. HAMILTON CONTINGENT. The Hamilton Contingent will parade for Drill on Saturday, 30th inst., in the Victoria Hall, at 7 p.m. sharp. The usual monthly meeting of the corps will take place immediately after drill. Business: To ballot for new members and other matters of interest to the corps. F. A. WHITAKER, Lieut.-Commanding. BONEMEAL! BONEMEAL!! £9 10s per ton. £9 10s per ton. In Lots to Suit Purchasers. MAIZE! MAIZE!! MAIZE!!! From 3/3 to 4/- per bushel. Oats, Bran, Chaff, Flour, Tea, &c., &c., &c. HENDRY & DACRE, (Late Bell Bros.), Custom House-street, Auckland. NOTICE. The Cambridge North Township Highway District Board has appointed Mr Jas. P. Thompson, Secretary and Collector for the year 1879–80, and to whom all Rates and Arrears are to be paid, on demand, or on Saturday the 6th, and 13th September, at the Town Board Office. JAMES PALMER CAMPBELL, Chairman. Cambridge, 26th August, 1879. (607, 37, 750, 1888)
farm-seeds-ad: The undersigned have on hand, at Unusually Low Prices: Farm Seeds — Ryegrass, Cocksfoot, Timothy, Red and White Clover, &c., &c. GARDEN SEEDS: Every Variety. A Lot of Prime Hay. Maize (Crushed and Whole). Oats, do., do. Flour, Sharps, Bran. GROCERIES, Corrugated Iron, Bacon. Peruvian Guano, Superphosphate, Bonedust, Bonemeal, &c., &c. (897, 1152, 1029, 1278)
list-item: 5 Manaia—Te Whare Runanga (403, 240, 521, 250)
column-6: New Advertisements. WEDNESDAY, SEPTEMBER 3 PAPAKURA YARDS. The undersigned will hold their usual Monthly Sale at the Papakura Yards on Wednesday next, when a large number of Mixed Store Cattle will be Yarded, consisting of Dairy Cows, Grown Steers, Calves, Yearlings, &c. Also, A well-bred lot of Cattle from the North. At 12 o'clock. HUNTER & NOLAN. TUESDAY, SEPTEMBER 16. NGARUAWAHIA CATTLE SALES. The Next Cattle Sale will be held at the Ngaruawahia Yards on Tuesday, September 16, of Cattle, Sheep, Horses, &c. A large muster is expected, amongst which are a quantity of Fat Cattle and Grown Steers. At 1 o'clock. HUNTER & NOLAN. N.B. Cattle not disposed of at this Sale can be forwarded to Ohaupo for the sale on the 18th September. AUCTION SALES Regular Sales of Live Stock and Farm Produce are held by the Subscribers at Ohaupo on the Third Thursday, and at Cambridge on the Fourth Thursday in each month. On each Tuesday at Newmarket at 1 o'clock, for Horned Cattle, Sheep and Pigs. On each Friday at Durham Yards, Auckland, at 11 o'clock, for Horses, Vehicles, Saddlery, Agricultural Implements, and Produce. Sales at Mr Knox's Farm, Ohaupo and Hamilton Road, at Sale Yards (Ohaupo), and at Mr Sharp's, Cambridge Road. At Papakura on the First Wednesday in each month, at half-past 12 o'clock (principal Market for Store Cattle). At Pukekohe, on the Second Wednesday in each month, at 1 o'clock. Wool Sales held Fortnightly in November and December. Skins, Hides, and Wool Sales, Weekly, at the Durham Yards, at 2 o'clock. Goods and Cattle will be directed to Green Lane Station, instead of Remuera (as formerly). HUNTER & NOLAN. FOR LEASE. For term of one or more years, Farm of 400 acres, 100 acres in Grass, 20 acres ploughed ready for Cropping. Within one mile of Hamilton Post Office. —Apply to GEO. EDGECUMBE, Hamilton. Or, G. B. BEE E, on the property. J. T. BOON Begs to inform the Public of Hamilton that he has taken Mr Casey's Butcher's Shop, and Premises, Hamilton East, and intends commencing business on Saturday, August 9. Having made arrangements for a regular supply of Meat of First-class Quality, he hopes to obtain a fair share of support. JAS. THOMAS BOON. Miss Johnston, Milliner and Dressmaker, begs to inform her Friends and the Public generally, that she has removed from her late residence to her residence, opposite the Presbyterian Church, Cambridge. Latest Style and Fit Guaranteed. There is now a Very Large Assortment of Ladies' Dress Serges at J. Gilmour & Co's, Ngaruawahia. Fashionable Colors, quality good, and prices low. Wanted men who want Good Strong Wearing Shirts to send to J. Gilmour & Co's, Ngaruawahia, for some of those at 2s 6d, good value for a 4s 6d. J. Gilmour & Co., of Ngaruawahia, have reduced their 2s 6d Tea to 2s 6d, by purchaser paying Cash and buying a 12lb parcel. NOTICE. All accounts due to Arthur R. Paisley, if not paid within one month from this date, will be put into a Solicitor's hand for collection. Alexandra, August 15th, 1879. NOTICE. The Pukekura District Board have resolved, in accordance with the provisions contained in "The Public Works Act, 1876," to stop the under-mentioned Roads, viz:—30.61 chains or thereabouts of the road between lots 303, 305, and 362, Parish of Te Rapa. Road between lots 308, 310, 311, 313, 307, 309, 310, 311, 314, 315, 319, 322, 329, 330, 379, 331, 322, 323, 324, 325, 325a, 327, 325a, 323a, 324, 313, 320, 321, 322, 325, and 338, Parish of Te Rapa. Road between lots 3, 4, 7, and 8, Parish of Pukerimu. Plans may be seen at the house of Mr Hugh Fitzgerald, Pukerimu, for 12 weeks from the 9th day of August, 1879. JOHN FISHER, Chairman. PRELIMINARY NOTICE. The Thoroughbred Sire "FEVE," Will stand this season at Gorton, near Cambridge. For Pedigree, see English and Australian Stud-books. ROBERT FERGUSSON. (749, 37, 892, 1888)
austin-heading: J. J. AUSTIN & Co. (625, 322, 730, 357)
bell-ad: MR T. A. BELL Having been appointed by the Board of Education Teacher of Singing to the Waikato Public Schools begs to inform the inhabitants of Cambridge, Ohaupo, Hamilton East and West, Newcastle and the neighbouring townships that, independent of those duties that affect the Board, he will be prepared to take pupils for singing, the Pianoforte or Harmonium. Mr Bell will be glad to enter into arrangements for the formation of Singing Classes on the Tonic-Sol-Fa method or the old Notation at any of the above towns to which admission may be had at very reasonable terms. Testimonials as to ability &c., may be seen at Captain Dawson's East Hamilton. (897, 362, 1029, 597)
waipa-electors-ad: WAIPA ELECTORS. Mr. Whitaker will address the Electors of Waipa as under:— August 30, at 4 p.m. Hamilton, Courthouse, on Monday, September 1st, at 7 p.m. Ngaruawahia, Schoolhouse, on Tuesday, September 2nd, at 7 p.m. Pukerimu, Schoolhouse, on Wednesday, September 3rd, at 7 p.m. Ohaupo, Delaney's Hotel, on Wednesday, September 3rd, at 7 p.m. Te Awamutu, Public Hall, on Friday, September 5th, at 7 p.m. Kihikihi, Schoolhouse, on Friday, September 5th, at 7 p.m. (11, 986, 143, 1154)
boots-heading: BOOTS! BOOTS!! (1048, 1676, 1117, 1718)
ngaruawahia-sale: TUESDAY, SEPTEMBER 16. NGARUAWAHIA CATTLE SALES. The Next Cattle Sale will be held at the Ngaruawahia Yards on Tuesday, September 16, of Cattle, Sheep, Horses, &c. A large muster is expected, amongst which are a quantity of Fat Cattle and Grown Steers. At 1 o'clock. HUNTER & NOLAN. N.B. Cattle not disposed of at this Sale can be forwarded to Ohaupo for the sale on the 18th September. (754, 206, 886, 382)
to-let-ad: To Let, at a very low rent, an improved Farm, near Cambridge, a large portion in Grass and Cultivation, about 100 acres. Also, a Farm on the Waikato River of 100 acres unimproved. W.M. STELL, West End House, Cambridge. (1040, 1539, 1126, 1665)
auction-heading: THIS DAY, AT 2 O'CLOCK. (35, 40, 118, 61)
list-item: 27 Tone Ikipa—Teihana Tawhito o Te Wera (403, 451, 568, 461)
list-item: 6 Hoterea—Te Whare Whakawa (403, 249, 527, 259)
list-item: 12 Mangere—Matire's House (403, 896, 517, 906)
auction-body: The undersigned will sell by auction, this day, at the Wharf Store — 1 Useful Horse, Saddle and Bridle. Without Reserve. (11, 64, 143, 102)
list-item: 15 Kohekohe—Manahi' House (403, 925, 520, 935)
list-item: 3 Whitianga—Te Whare o nga Pirihimana (403, 221, 563, 231)
list-item: 35 Turakina—Te Whare Whakawa (403, 528, 535, 538)
list-item: 2 Katikati—Te Whare o Wi Katene (403, 211, 535, 221)
lease-ad: FOR LEASE. For term of one or more years, Farm of 400 acres, 100 acres in Grass, 20 acres ploughed ready for Cropping. Within one mile of Hamilton Post Office. —Apply to GEO. EDGECUMBE, Hamilton. Or, G. B. BEE E, on the property. (754, 709, 886, 810)
whitaker-address: TO THE ELECTORS OF WAIPA. Gentlemen,—I have the honor to offer myself as a Candidate for your suffrages. My views in regard to the questions now agitating the public mind are known to most of you, as I have the pleasure of meeting you last year on an occasion similar to the present. I shall take the following opportunities of addressing you. F. A. WHITAKER. (11, 842, 143, 983)
list-item: 16 Rangiriri—Schoolhouse (403, 935, 507, 945)
list-item: 17 Kaneutatri—Te Whare Whakawa (403, 355, 542, 365)
roche-election: WAIPA ELECTION. I will address the Electors at Raglan, Thursday, 7 p.m., Whatawhata, Friday, 4.30 p.m., Pukerimu, Schoolhouse on Saturday, the 30th inst. at 4 p.m. H. ROCHE. (11, 1378, 143, 1460)
singing-class-ad: Mr. Bell's Singing Classes will open as under:— Hamilton: Hamilton East Public School, on Monday, 1st September. Ngaruawahia: Public Schoolhouse, on Wednesday, September 3rd. Cambridge: Public Schoolhouse, on Friday, 5th September. Any person wishing to join the above classes are requested to attend on the night above-named, at 7 p.m. Terms: Ten shillings per quarter, in advance. (11, 123, 143, 268)
list-item: 37 Foxton—Courthouse (403, 1136, 495, 1146)
road-notice: NOTICE. The Pukekura District Board have resolved, in accordance with the provisions contained in "The Public Works Act, 1876," to stop the under-mentioned Roads, viz:—30.61 chains or thereabouts of the road between lots 303, 305, and 362, Parish of Te Rapa. Road between lots 308, 310, 311, 313, 307, 309, 310, 311, 314, 315, 319, 322, 329, 330, 379, 331, 322, 323, 324, 325, 325a, 327, 325a, 323a, 324, 313, 320, 321, 322, 325, and 338, Parish of Te Rapa. Road between lots 3, 4, 7, and 8, Parish of Pukerimu. Plans may be seen at the house of Mr Hugh Fitzgerald, Pukerimu, for 12 weeks from the 9th day of August, 1879. JOHN FISHER, Chairman. (754, 1317, 886, 1543)
farmers-club-ad: CAMBRIDGE FARMERS' CLUB. A Meeting of the Cattle Show Committee will be held in the Club House on Monday, the 1st of September, 1879 at 11 a.m. after which there will be a meeting of the Managing Committee. The usual Monthly Meeting of the Club will be held at 2 p.m. same day, when an Essay will be read by H. Reynolds Esq., on the Wintering of Stock. WALTER SCOTT, Secretary C.F.C. (897, 600, 1029, 750)
list-item: 2 Katikati—W. Keteve's House (403, 800, 520, 810)
iooft-notice: NOTICE. I. O. O. F. T. All members of the above Order who are interested in the advancement of the Order of Free Templary in this District, are requested to attend at the Victoria Hall, on Tuesday, September 2nd, at 7.30 p.m. Business of special importance. By order of J. G. JACKSON, General Superintendent, W.D. (11, 271, 143, 414)
wells-notice: NOTICE. I beg to inform the Inhabitants of Hamilton, and the Waikato generally, that I have disposed of my business as Wheelwright, &c., to Messrs Swann & Sheriff, who will continue to carry on the same, and I bespeak for them the liberal patronage hitherto accorded to me. (Signed) E. J. WELLS. In regard to the above, we beg to thank the Hamilton public for past favours, and trust by strict attention to business, to merit their future patronage. (Signed) SWANN & SHERIFF. Hamilton, 29th August, 1879. (11, 662, 143, 840)
naden-ad: G. NADEN, M.R.C.V.S. Veterinary Surgeon (by appointment) to His Excellency Sir Hercules Robert George Robinson, K.C.M.G., Governor of the Colony of New Zealand. Ask for Naden's Celebrated Veterinary Medicines, and see that you get them. To be obtained of all respectable Store keepers in the Waikato. Million Prices. Advice (gratuitously) by letter. These Wonderful Medicines are prepared only by G. Naden (Member of Royal College of Veterinary Surgeons, London), Queen-street, Auckland. (612, 135, 744, 315)
list-item: 29 Hawera—Courthouse (403, 1060, 499, 1069)
tea-sample-ad: Send for a sample of Tea at Knox's, then judge for yourselves. (897, 1118, 1029, 1148)
